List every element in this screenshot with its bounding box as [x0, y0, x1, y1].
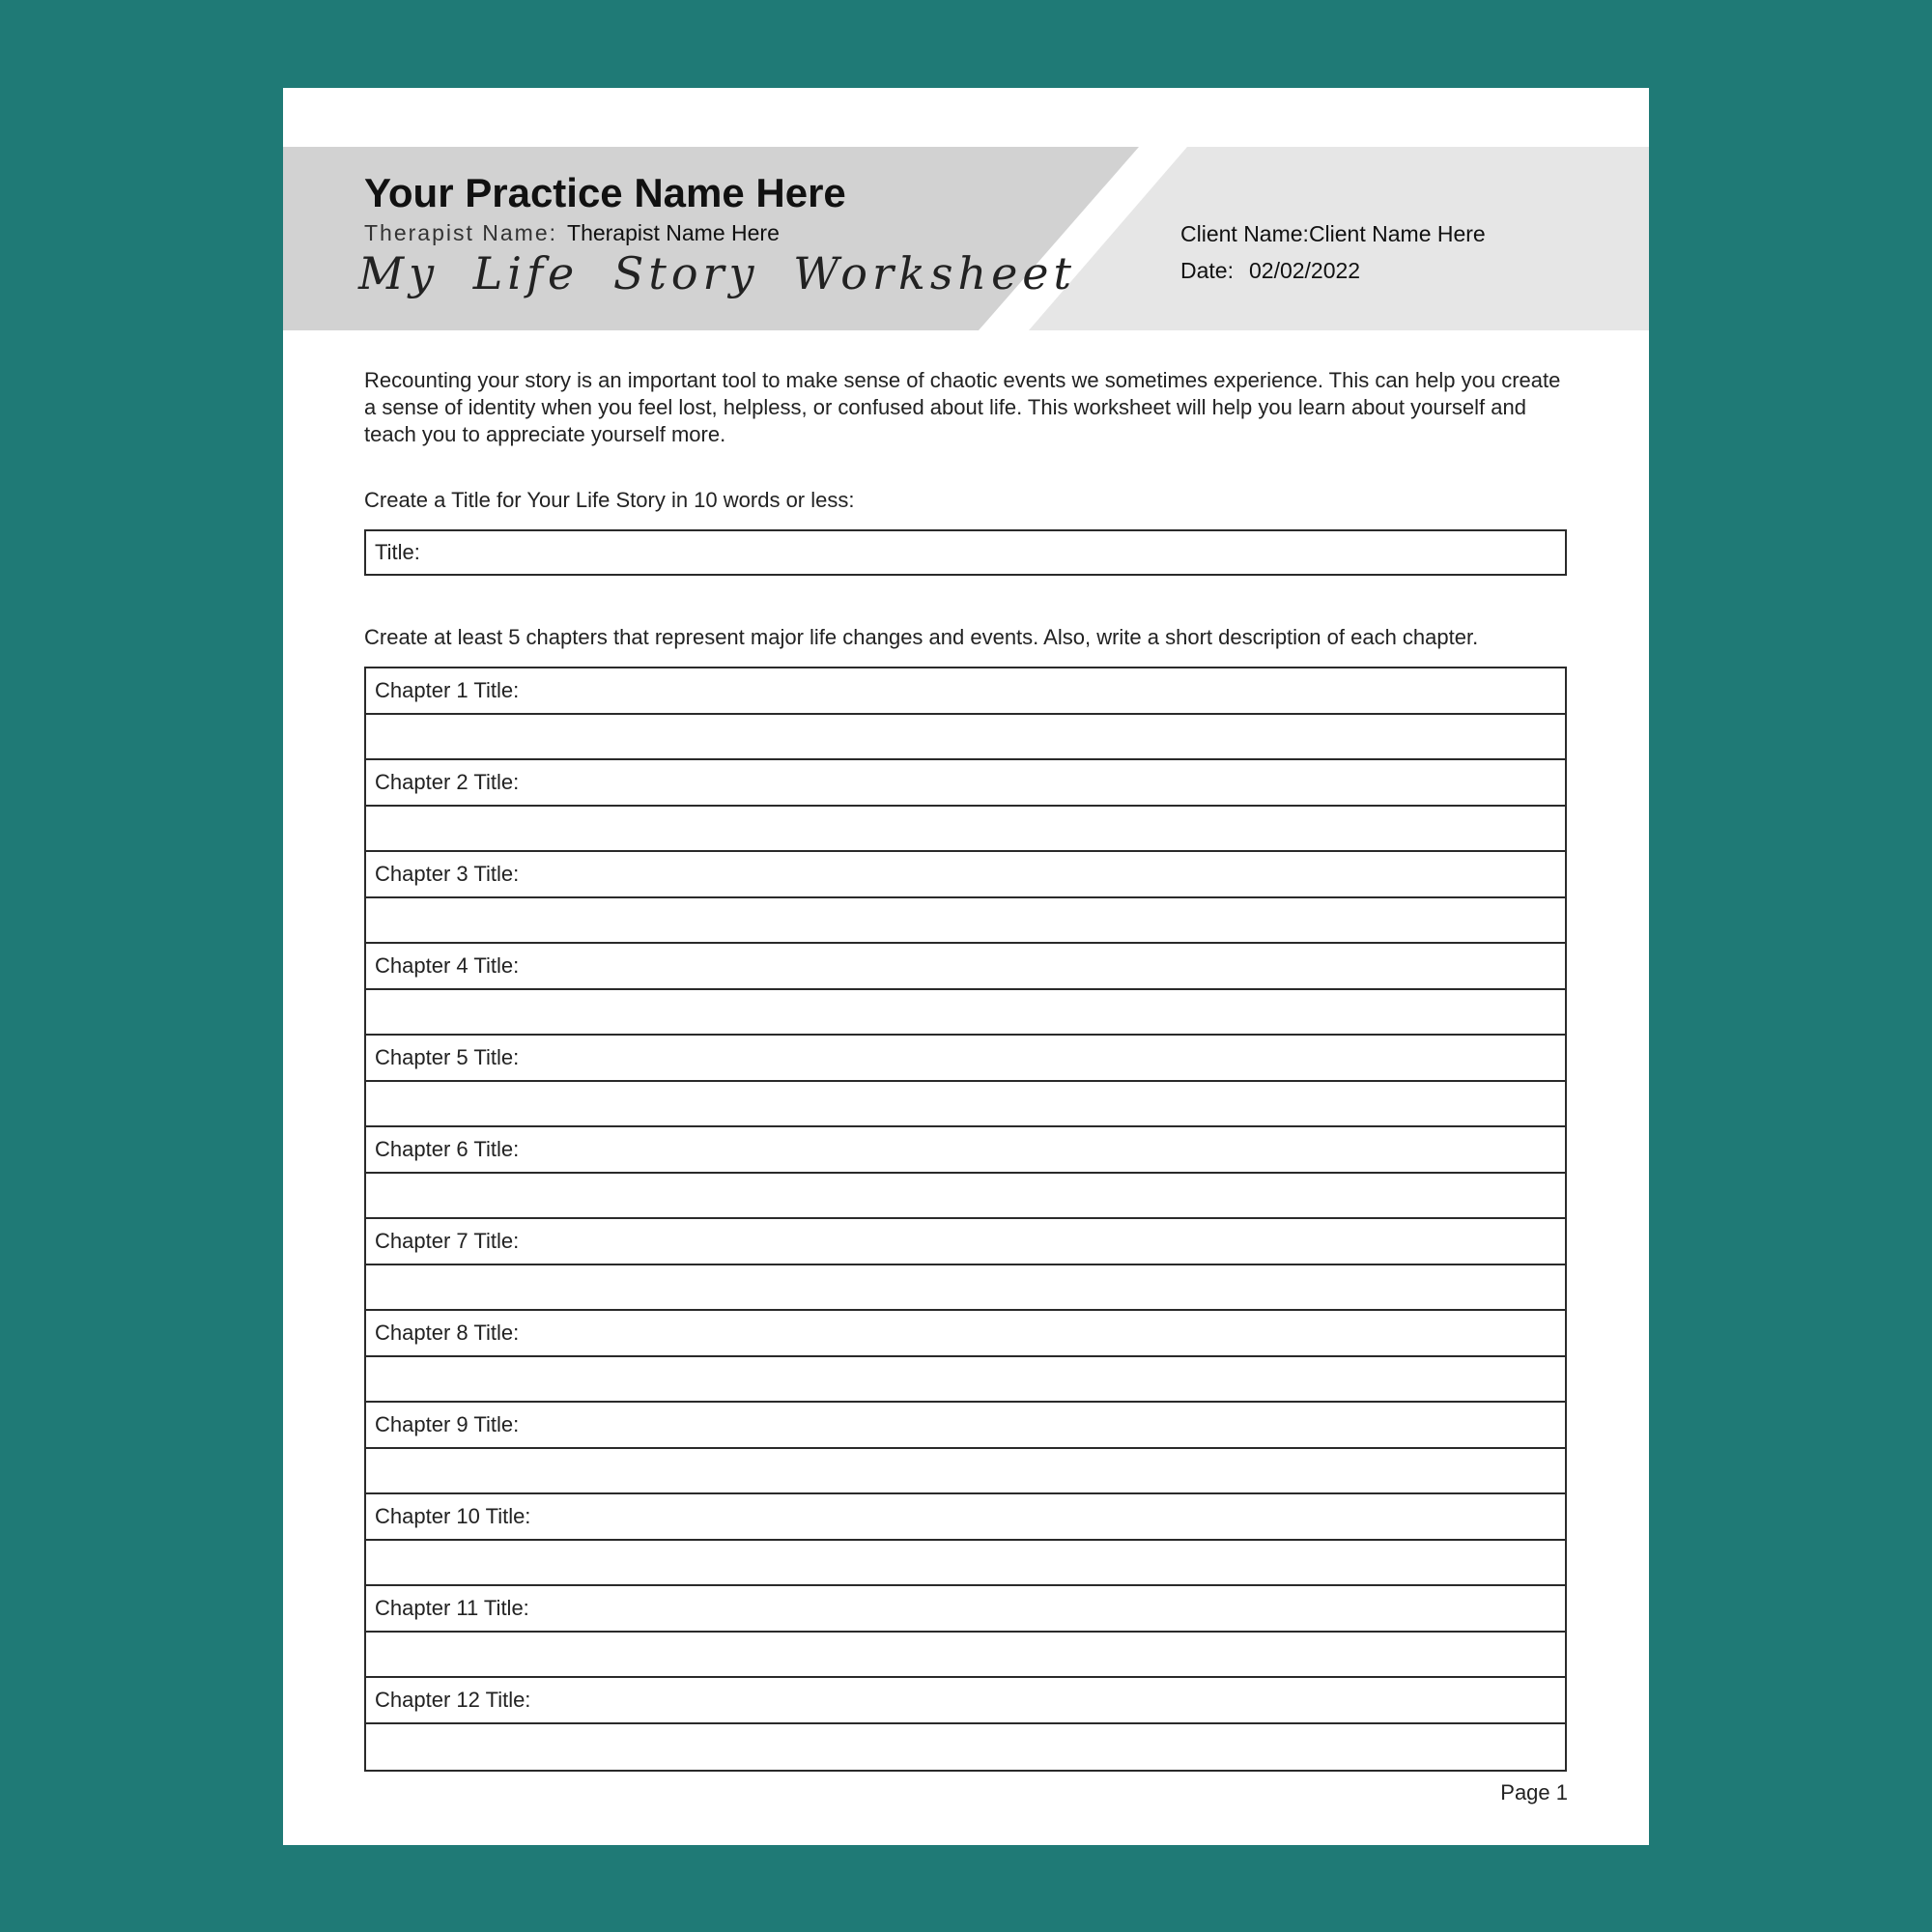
chapter-title-label: Chapter 1 Title:	[375, 678, 520, 702]
chapters-prompt: Create at least 5 chapters that represent major life changes and events. Also, write a short description of each chapter.	[364, 625, 1479, 649]
chapter-title-field[interactable]	[366, 1586, 1565, 1633]
chapter-title-label: Chapter 5 Title:	[375, 1045, 520, 1069]
chapter-title-field[interactable]	[366, 1311, 1565, 1357]
chapter-title-field[interactable]	[366, 1403, 1565, 1449]
therapist-line	[364, 220, 780, 246]
chapter-title-label: Chapter 2 Title:	[375, 770, 520, 794]
practice-name: Your Practice Name Here	[364, 170, 846, 215]
chapter-description-field[interactable]	[366, 1449, 1565, 1495]
worksheet-page	[283, 88, 1649, 1845]
client-line	[1180, 221, 1486, 247]
chapter-title-field[interactable]	[366, 1127, 1565, 1174]
chapter-title-field[interactable]	[366, 1494, 1565, 1541]
chapter-title-field[interactable]	[366, 852, 1565, 898]
chapter-title-label: Chapter 3 Title:	[375, 862, 520, 886]
chapter-title-field[interactable]	[366, 1219, 1565, 1265]
date-value: 02/02/2022	[1248, 258, 1361, 283]
chapter-title-field[interactable]	[366, 944, 1565, 990]
chapter-title-field[interactable]	[366, 1678, 1565, 1724]
chapter-description-field[interactable]	[366, 807, 1565, 853]
chapter-title-label: Chapter 8 Title:	[375, 1321, 520, 1345]
client-label: Client Name:	[1180, 221, 1309, 246]
chapter-title-label: Chapter 7 Title:	[375, 1229, 520, 1253]
therapist-name: Therapist Name Here	[567, 220, 780, 245]
chapter-title-label: Chapter 9 Title:	[375, 1412, 520, 1436]
title-field-label: Title:	[375, 540, 420, 564]
chapter-title-label: Chapter 6 Title:	[375, 1137, 520, 1161]
chapter-description-field[interactable]	[366, 1082, 1565, 1128]
chapter-description-field[interactable]	[366, 898, 1565, 945]
chapter-title-label: Chapter 11 Title:	[375, 1596, 529, 1620]
client-name: Client Name Here	[1308, 221, 1486, 246]
chapter-title-field[interactable]	[366, 668, 1565, 715]
chapter-description-field[interactable]	[366, 1174, 1565, 1220]
title-prompt: Create a Title for Your Life Story in 10 words or less:	[364, 488, 855, 512]
page-number: Page 1	[1500, 1780, 1568, 1804]
worksheet-title: My Life Story Worksheet	[358, 247, 1077, 299]
date-label: Date:	[1180, 258, 1234, 283]
chapter-description-field[interactable]	[366, 990, 1565, 1037]
life-story-title-field[interactable]	[364, 529, 1567, 576]
therapist-label: Therapist Name:	[364, 220, 558, 245]
chapter-title-field[interactable]	[366, 1036, 1565, 1082]
intro-paragraph: Recounting your story is an important tool to make sense of chaotic events we sometimes experience. This can help you create a sense of identity when you feel lost, helpless, or confused about life. This worksheet will help you learn about yourself and teach you to appreciate yourself more.	[364, 368, 1561, 446]
chapter-description-field[interactable]	[366, 1357, 1565, 1404]
chapter-title-label: Chapter 10 Title:	[375, 1504, 531, 1528]
chapter-description-field[interactable]	[366, 715, 1565, 761]
chapter-title-field[interactable]	[366, 760, 1565, 807]
date-line	[1180, 258, 1360, 284]
chapter-description-field[interactable]	[366, 1265, 1565, 1312]
chapter-title-label: Chapter 12 Title:	[375, 1688, 531, 1712]
chapter-description-field[interactable]	[366, 1633, 1565, 1679]
chapter-description-field[interactable]	[366, 1541, 1565, 1587]
chapter-description-field[interactable]	[366, 1724, 1565, 1771]
chapter-title-label: Chapter 4 Title:	[375, 953, 520, 978]
chapters-table	[364, 667, 1567, 1772]
